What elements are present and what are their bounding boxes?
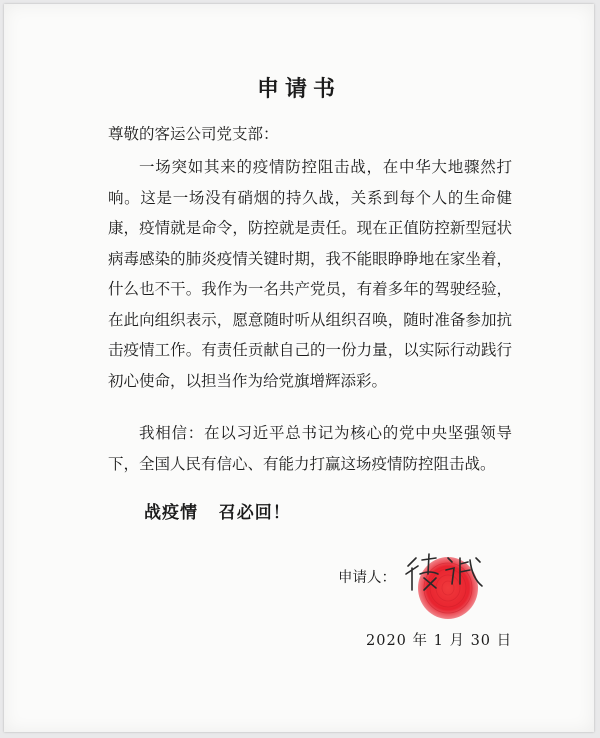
salutation: 尊敬的客运公司党支部： <box>108 125 279 143</box>
date: 2020 年 1 月 30 日 <box>366 633 513 649</box>
letter-page <box>4 4 594 732</box>
body-paragraph-2: 我相信：在以习近平总书记为核心的党中央坚强领导下，全国人民有信心、有能力打赢这场疫情防控阻击战。 <box>108 424 512 473</box>
document-title: 申请书 <box>256 76 341 102</box>
body-paragraph-1: 一场突如其来的疫情防控阻击战，在中华大地骤然打响。这是一场没有硝烟的持久战，关系到每个人的生命健康，疫情就是命令，防控就是责任。现在正值防控新型冠状病毒感染的肺炎疫情关键时期，我不能眼睁睁地在家坐着，什么也不干。我作为一名共产党员，有着多年的驾驶经验，在此向组织表示，愿意随时听从组织召唤，随时准备参加抗击疫情工作。有责任贡献自己的一份力量，以实际行动践行初心使命，以担当作为给党旗增辉添彩。 <box>108 158 512 390</box>
slogan: 战疫情 召必回！ <box>144 503 291 523</box>
applicant-label: 申请人： <box>338 570 396 586</box>
signature-with-fingerprint <box>402 544 494 620</box>
